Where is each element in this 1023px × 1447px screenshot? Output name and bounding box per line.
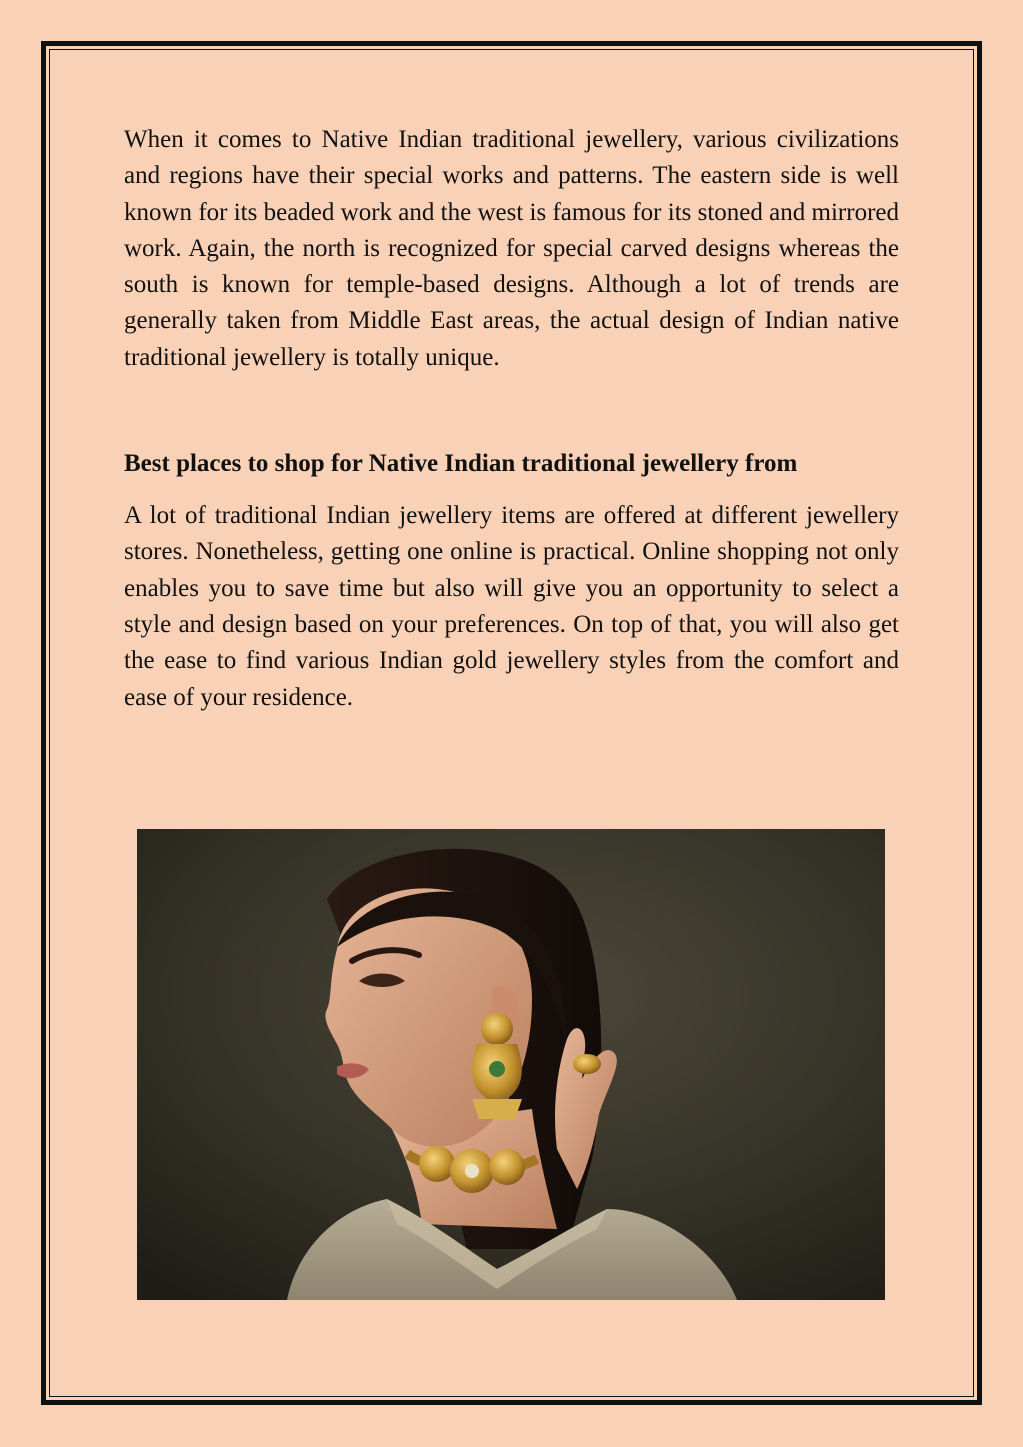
document-body bbox=[124, 122, 899, 716]
intro-paragraph: When it comes to Native Indian traditional jewellery, various civilizations and regions have their special works and patterns. The eastern side is well known for its beaded work and the west is famous for its stoned and mirrored work. Again, the north is recognized for special carved designs whereas the south is known for temple-based designs. Although a lot of trends are generally taken from Middle East areas, the actual design of Indian native traditional jewellery is totally unique. bbox=[124, 126, 899, 371]
shopping-paragraph: A lot of traditional Indian jewellery items are offered at different jewellery stores. Nonetheless, getting one online is practical. Online shopping not only enables you to save time but also will give you an opportunity to select a style and design based on your preferences. On top of that, you will also get the ease to find various Indian gold jewellery styles from the comfort and ease of your residence. bbox=[124, 502, 899, 711]
woman-jewellery-photo bbox=[137, 829, 885, 1300]
section-heading: Best places to shop for Native Indian traditional jewellery from bbox=[124, 450, 798, 478]
